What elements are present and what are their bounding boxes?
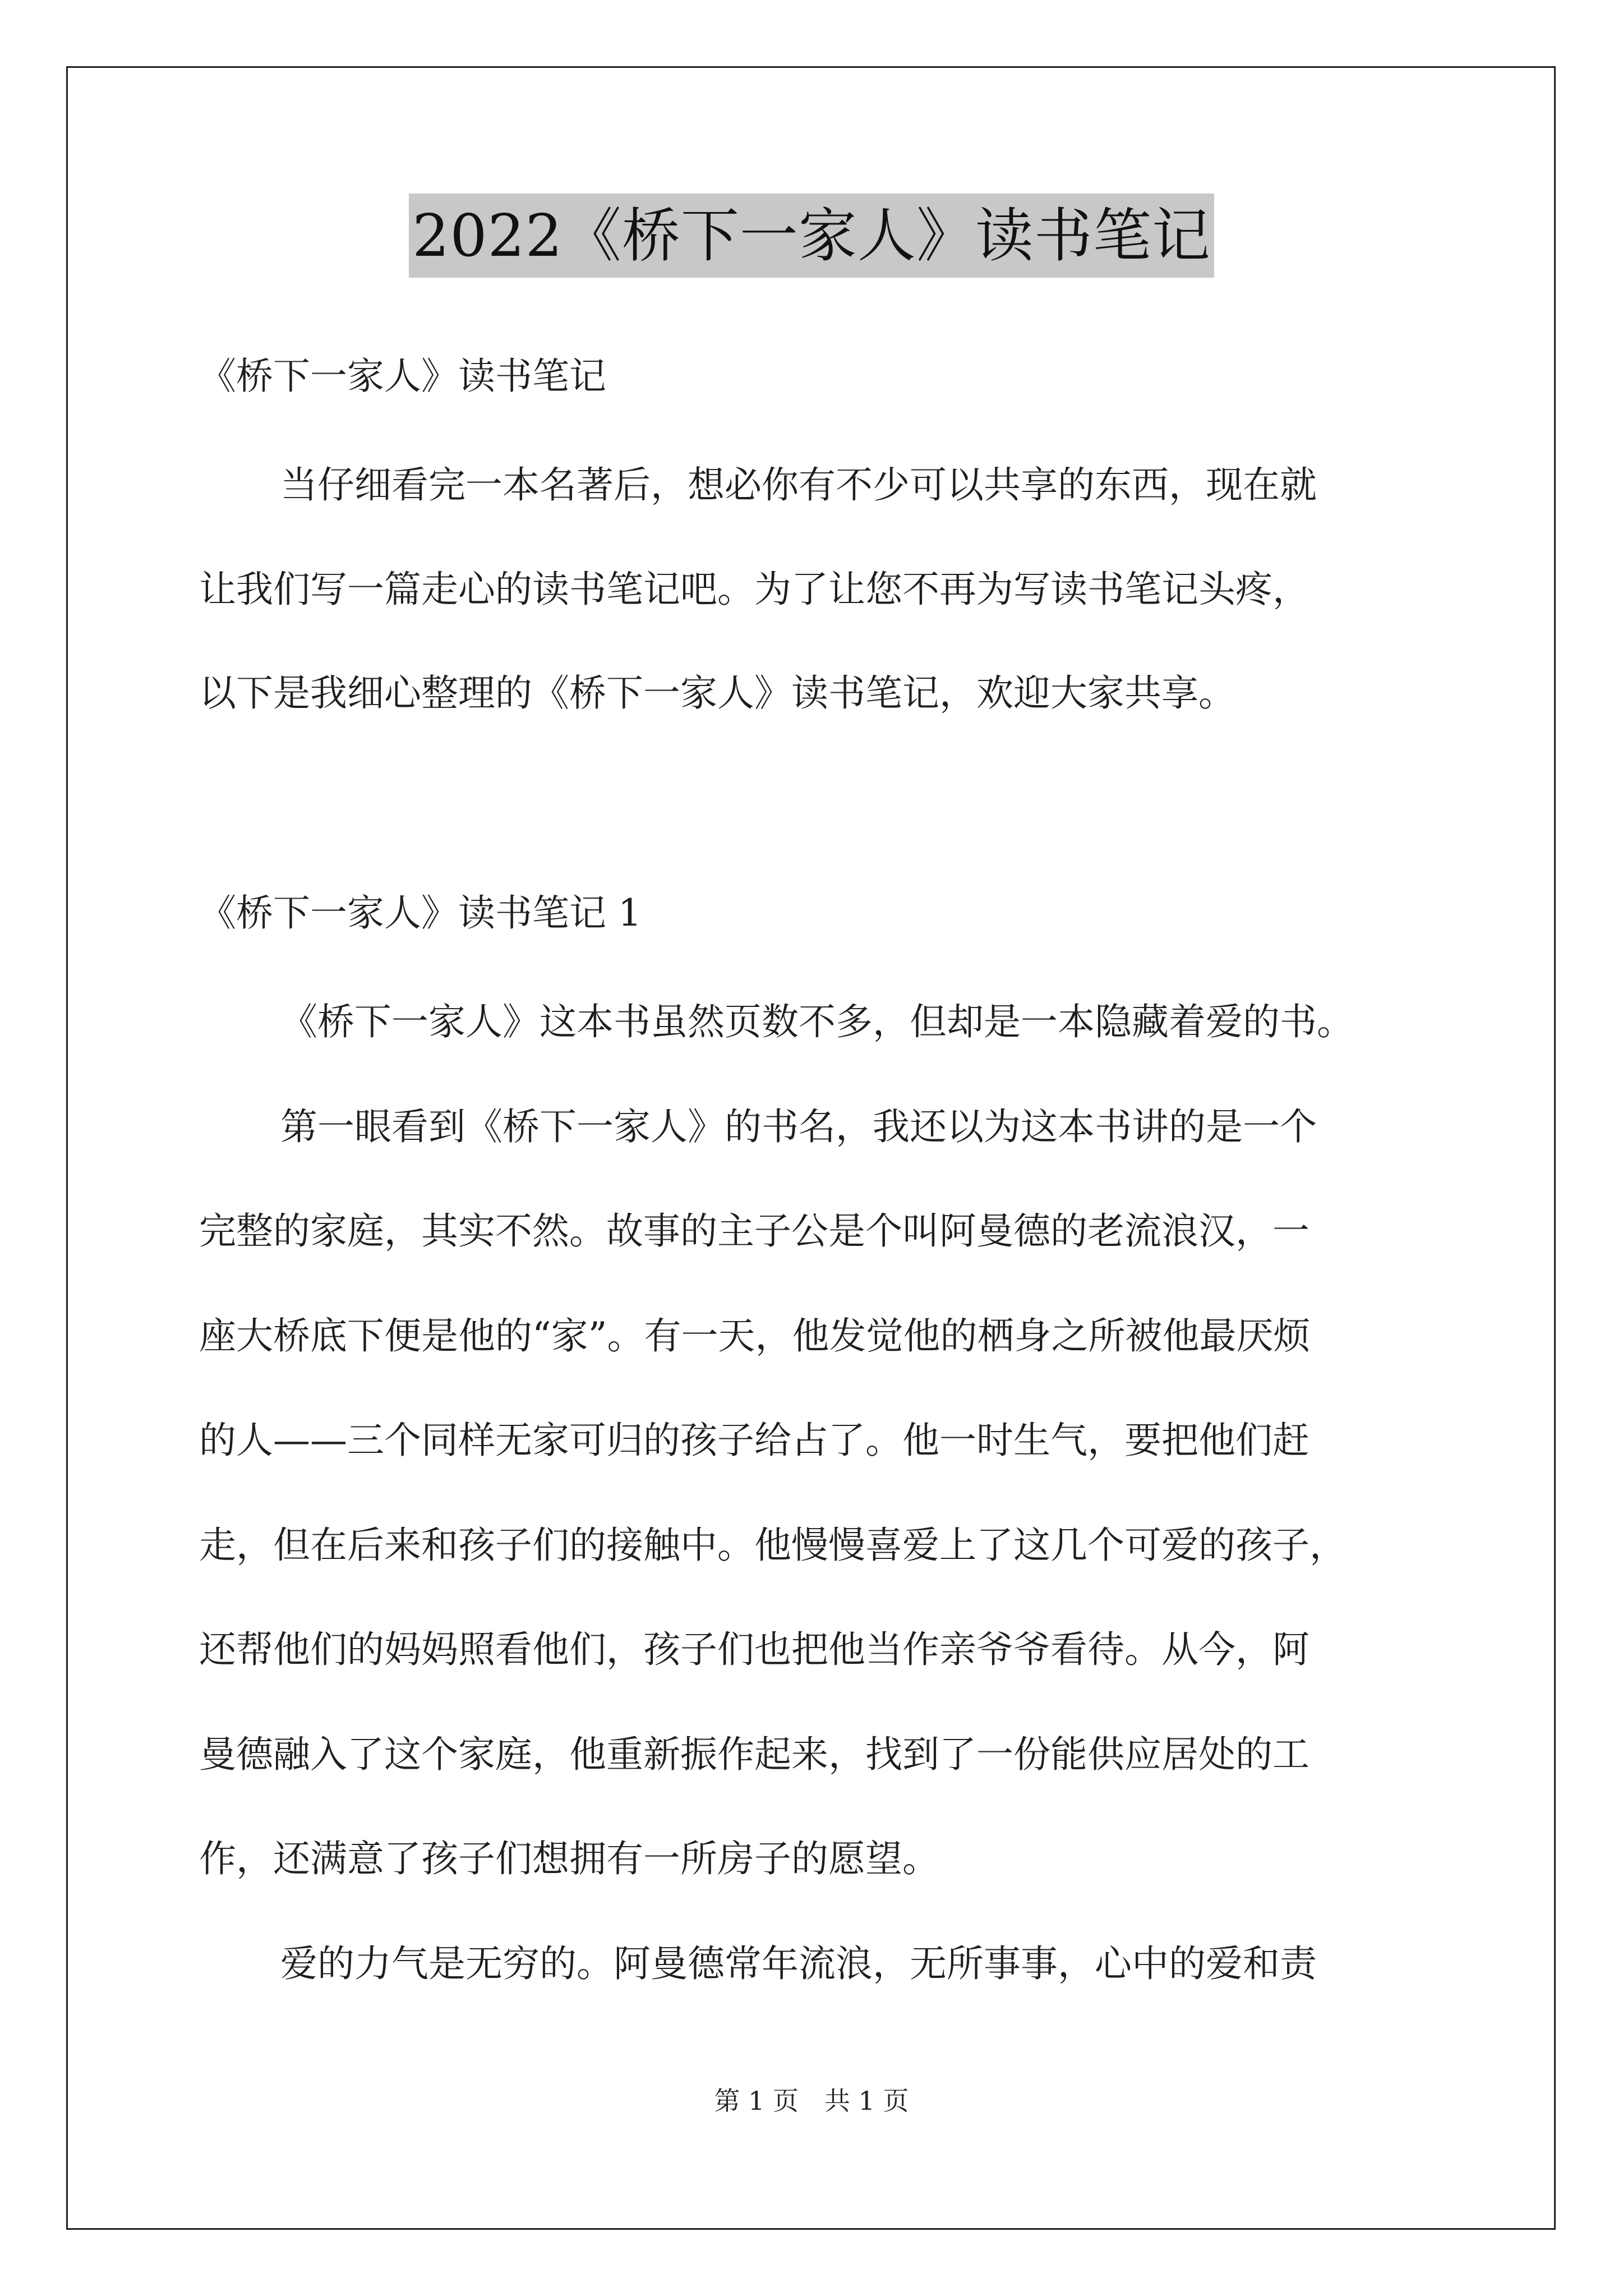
subtitle-line: 《桥下一家人》读书笔记 [199, 355, 606, 398]
page-footer: 第 1 页 共 1 页 [714, 2086, 909, 2116]
section-heading: 《桥下一家人》读书笔记 1 [199, 891, 642, 935]
intro-line-3: 以下是我细心整理的《桥下一家人》读书笔记，欢迎大家共享。 [199, 671, 1235, 715]
paragraph-2-line-4: 的人——三个同样无家可归的孩子给占了。他一时生气，要把他们赶 [199, 1419, 1310, 1462]
paragraph-1-line-1: 《桥下一家人》这本书虽然页数不多，但却是一本隐藏着爱的书。 [280, 1000, 1354, 1043]
paragraph-2-line-3: 座大桥底下便是他的“家”。有一天，他发觉他的栖身之所被他最厌烦 [199, 1314, 1311, 1358]
paragraph-2-line-5: 走，但在后来和孩子们的接触中。他慢慢喜爱上了这几个可爱的孩子， [199, 1524, 1347, 1567]
paragraph-2-line-2: 完整的家庭，其实不然。故事的主子公是个叫阿曼德的老流浪汉，一 [199, 1209, 1310, 1253]
document-title: 2022《桥下一家人》读书笔记 [409, 194, 1214, 278]
paragraph-2-line-6: 还帮他们的妈妈照看他们，孩子们也把他当作亲爷爷看待。从今，阿 [199, 1628, 1310, 1671]
paragraph-2-line-1: 第一眼看到《桥下一家人》的书名，我还以为这本书讲的是一个 [280, 1105, 1317, 1148]
intro-line-2: 让我们写一篇走心的读书笔记吧。为了让您不再为写读书笔记头疼， [199, 568, 1310, 611]
paragraph-3-line-1: 爱的力气是无穷的。阿曼德常年流浪，无所事事，心中的爱和责 [280, 1942, 1317, 1985]
paragraph-2-line-7: 曼德融入了这个家庭，他重新振作起来，找到了一份能供应居处的工 [199, 1733, 1310, 1776]
paragraph-2-line-8: 作，还满意了孩子们想拥有一所房子的愿望。 [199, 1837, 939, 1880]
title-container [0, 194, 1623, 278]
intro-line-1: 当仔细看完一本名著后，想必你有不少可以共享的东西，现在就 [280, 463, 1317, 507]
